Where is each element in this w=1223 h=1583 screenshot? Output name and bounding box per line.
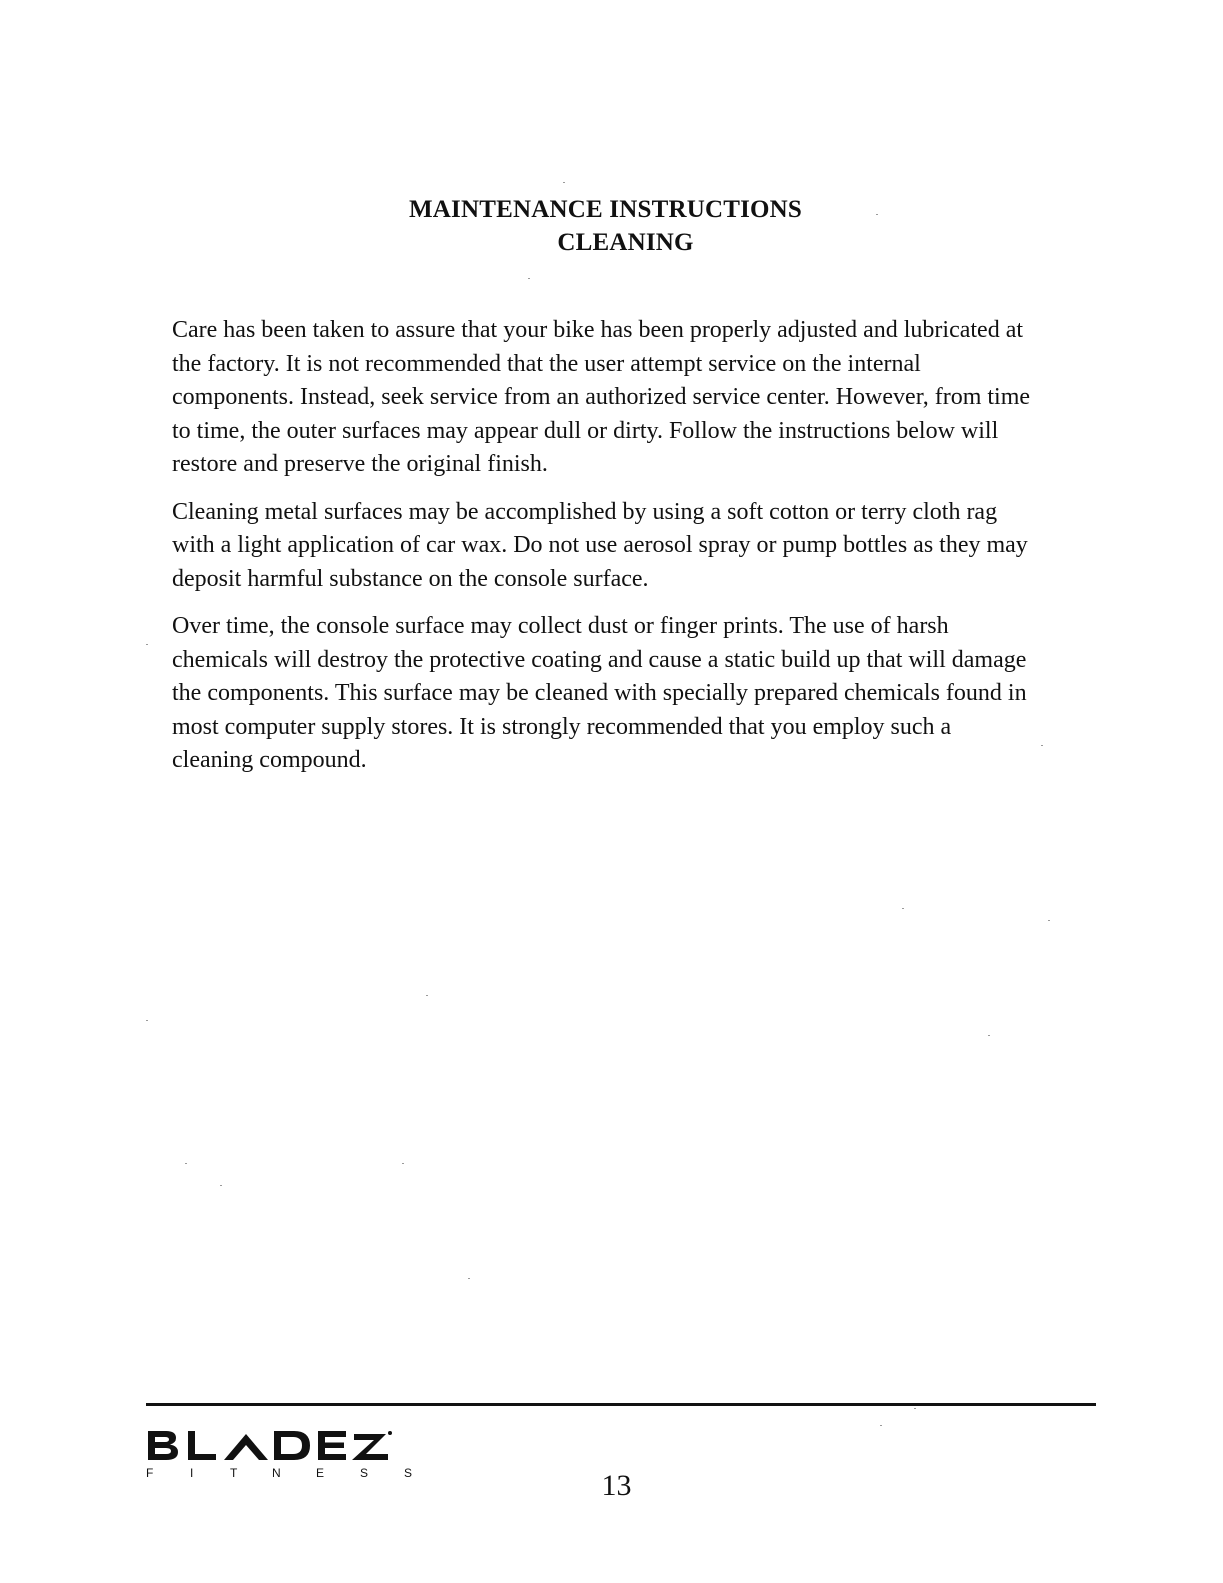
svg-text:T: T: [230, 1466, 238, 1480]
scan-speck: [880, 1425, 882, 1426]
paragraph-3: Over time, the console surface may collect dust or finger prints. The use of harsh chemicals will destroy the protective coating and cause a static build up that will damage the components. This surface may be cleaned with specially prepared chemicals found in most computer supply stores. It is strongly recommended that you employ such a cleaning compound.: [172, 613, 1027, 773]
svg-text:E: E: [316, 1466, 325, 1480]
scan-speck: [902, 908, 904, 909]
page-number: 13: [601, 1469, 632, 1502]
scan-speck: [185, 1163, 187, 1164]
scan-speck: [914, 1408, 916, 1409]
scan-speck: [876, 214, 878, 215]
svg-text:S: S: [360, 1466, 369, 1480]
footer-rule: [146, 1403, 1096, 1406]
document-subtitle: CLEANING: [557, 229, 694, 256]
paragraph-2: Cleaning metal surfaces may be accomplished by using a soft cotton or terry cloth rag with a light application of car wax. Do not use aerosol spray or pump bottles as they may deposit harmful substance on the console surface.: [172, 498, 1028, 592]
svg-text:S: S: [404, 1466, 413, 1480]
scan-speck: [402, 1163, 404, 1164]
scan-speck: [528, 278, 530, 279]
scan-speck: [468, 1278, 470, 1279]
scan-speck: [146, 1020, 148, 1021]
svg-text:F: F: [146, 1466, 154, 1480]
scan-speck: [988, 1035, 990, 1036]
svg-text:I: I: [190, 1466, 194, 1480]
svg-text:N: N: [272, 1466, 281, 1480]
scan-speck: [1048, 920, 1050, 921]
document-body: [172, 314, 1032, 792]
paragraph-1: Care has been taken to assure that your bike has been properly adjusted and lubricated at the factory. It is not recommended that the user attempt service on the internal components. Instead, seek service from an authorized service center. However, from time to time, the outer surfaces may appear dull or dirty. Follow the instructions below will restore and preserve the original finish.: [172, 317, 1031, 477]
scan-speck: [563, 182, 565, 183]
scan-speck: [1041, 745, 1043, 746]
scan-speck: [146, 644, 148, 645]
scan-speck: [220, 1185, 222, 1186]
scan-speck: [426, 995, 428, 996]
document-title: MAINTENANCE INSTRUCTIONS: [408, 196, 803, 223]
